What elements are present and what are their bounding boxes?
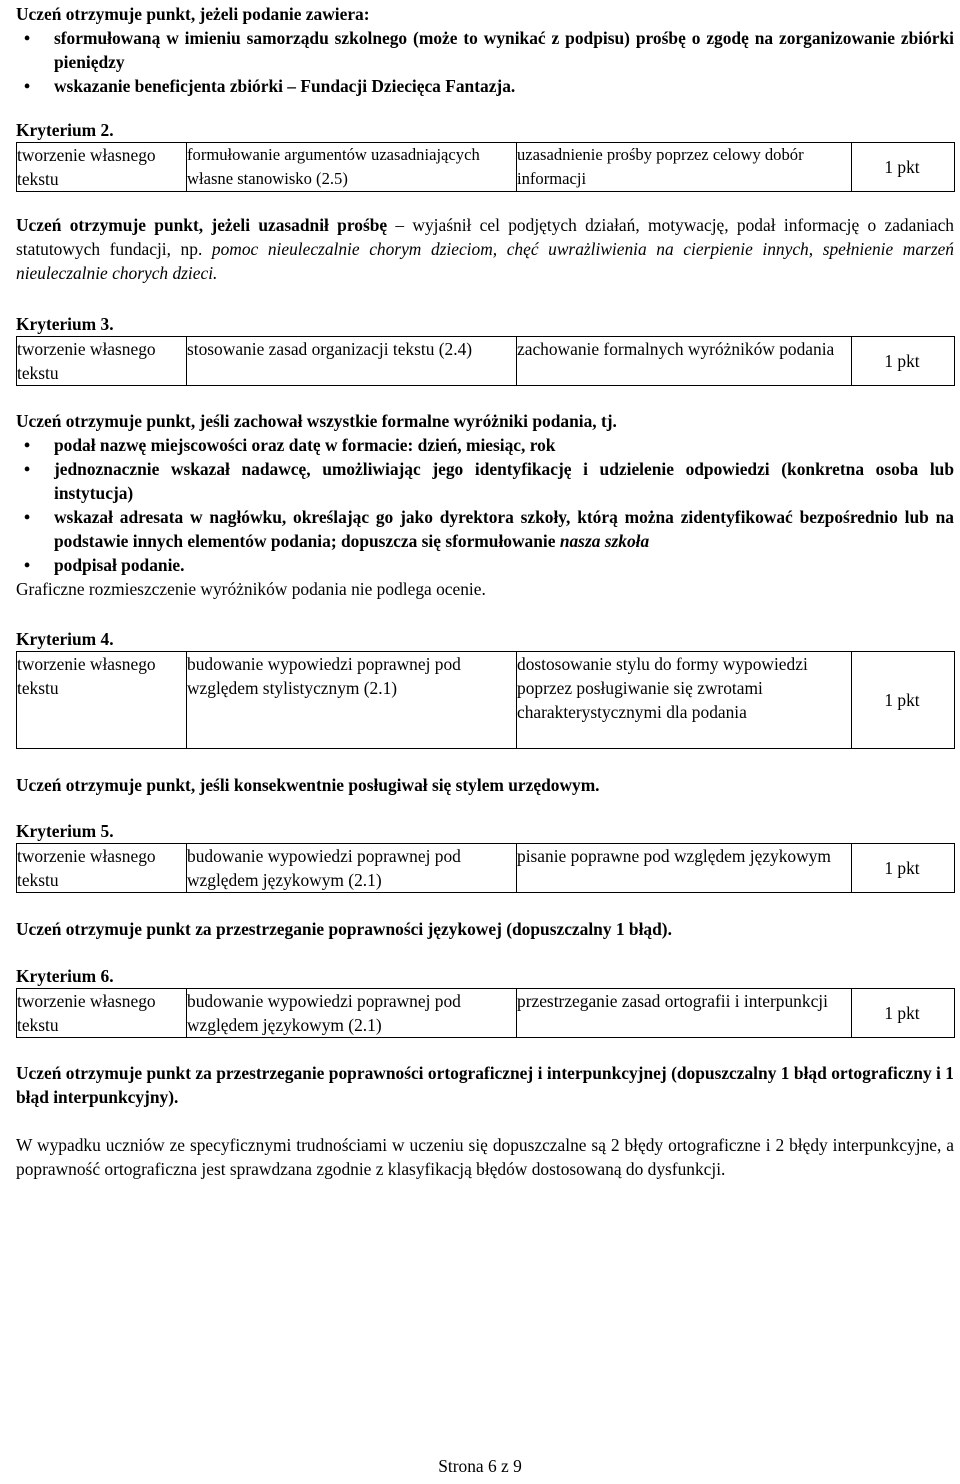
criterion-description: Uczeń otrzymuje punkt za przestrzeganie poprawności ortograficznej i interpunkcyjnej (dopuszczalny 1 błąd ortograficzny i 1 błąd interpunkcyjny).: [16, 1063, 954, 1107]
bullet-icon: •: [24, 555, 31, 575]
table-cell: zachowanie formalnych wyróżników podania: [517, 337, 852, 386]
criterion-title: Kryterium 3.: [16, 314, 114, 334]
intro-section: [16, 2, 954, 98]
bullet-icon: •: [24, 507, 31, 527]
bullet-icon: •: [24, 459, 31, 479]
table-cell: tworzenie własnego tekstu: [17, 652, 187, 749]
points-cell: 1 pkt: [852, 143, 955, 192]
criterion-table: [16, 843, 955, 893]
list-item: • sformułowaną w imieniu samorządu szkolnego (może to wynikać z podpisu) prośbę o zgodę na zorganizowanie zbiórki pieniędzy: [24, 28, 954, 72]
list-item: • podpisał podanie.: [24, 555, 185, 575]
criterion-table: [16, 336, 955, 386]
table-cell: budowanie wypowiedzi poprawnej pod względem językowym (2.1): [187, 989, 517, 1038]
bullet-icon: •: [24, 76, 31, 96]
intro-bullet-list: [16, 26, 954, 98]
table-cell: uzasadnienie prośby poprzez celowy dobór informacji: [517, 143, 852, 192]
criterion-table: [16, 142, 955, 192]
points-cell: 1 pkt: [852, 989, 955, 1038]
bullet-icon: •: [24, 28, 31, 48]
points-cell: 1 pkt: [852, 652, 955, 749]
list-item: • wskazał adresata w nagłówku, określając go jako dyrektora szkoły, którą można zidentyfikować bezpośrednio lub na podstawie innych elementów podania; dopuszcza się sformułowanie nasza szkoła: [24, 507, 954, 551]
table-cell: pisanie poprawne pod względem językowym: [517, 844, 852, 893]
criterion-4: [16, 627, 954, 797]
criterion-title: Kryterium 5.: [16, 821, 114, 841]
table-cell: budowanie wypowiedzi poprawnej pod względem językowym (2.1): [187, 844, 517, 893]
criterion-title: Kryterium 2.: [16, 120, 114, 140]
points-cell: 1 pkt: [852, 337, 955, 386]
page-footer: Strona 6 z 9: [438, 1456, 522, 1476]
closing-paragraph: W wypadku uczniów ze specyficznymi trudnościami w uczeniu się dopuszczalne są 2 błędy ortograficzne i 2 błędy interpunkcyjne, a poprawność ortograficzna jest sprawdzana zgodnie z klasyfikacją błędów dostosowaną do dysfunkcji.: [16, 1135, 954, 1179]
criterion-description: Uczeń otrzymuje punkt, jeżeli uzasadnił prośbę – wyjaśnił cel podjętych działań, motywację, podał informację o zadaniach statutowych fundacji, np. pomoc nieuleczalnie chorym dzieciom, chęć uwrażliwienia na cierpienie innych, spełnienie marzeń nieuleczalnie chorych dzieci.: [16, 215, 954, 283]
criterion-table: [16, 988, 955, 1038]
criterion-title: Kryterium 4.: [16, 629, 114, 649]
table-cell: tworzenie własnego tekstu: [17, 337, 187, 386]
table-cell: tworzenie własnego tekstu: [17, 844, 187, 893]
table-cell: budowanie wypowiedzi poprawnej pod względem stylistycznym (2.1): [187, 652, 517, 749]
bullet-icon: •: [24, 435, 31, 455]
intro-heading: Uczeń otrzymuje punkt, jeżeli podanie zawiera:: [16, 4, 370, 24]
criterion-table: [16, 651, 955, 749]
criterion-3: [16, 312, 954, 601]
table-cell: stosowanie zasad organizacji tekstu (2.4): [187, 337, 517, 386]
criterion-bullet-list: [16, 433, 954, 577]
criterion-title: Kryterium 6.: [16, 966, 114, 986]
table-cell: tworzenie własnego tekstu: [17, 143, 187, 192]
criterion-6: [16, 964, 954, 1109]
table-cell: dostosowanie stylu do formy wypowiedzi poprzez posługiwanie się zwrotami charakterystycznymi dla podania: [517, 652, 852, 749]
criterion-note: Graficzne rozmieszczenie wyróżników podania nie podlega ocenie.: [16, 579, 486, 599]
criterion-5: [16, 819, 954, 941]
list-item: • podał nazwę miejscowości oraz datę w formacie: dzień, miesiąc, rok: [24, 435, 556, 455]
table-cell: przestrzeganie zasad ortografii i interpunkcji: [517, 989, 852, 1038]
criterion-description: Uczeń otrzymuje punkt, jeśli zachował wszystkie formalne wyróżniki podania, tj.: [16, 411, 617, 431]
table-cell: formułowanie argumentów uzasadniających własne stanowisko (2.5): [187, 143, 517, 192]
criterion-2: [16, 118, 954, 285]
criterion-description: Uczeń otrzymuje punkt za przestrzeganie poprawności językowej (dopuszczalny 1 błąd).: [16, 919, 672, 939]
criterion-description: Uczeń otrzymuje punkt, jeśli konsekwentnie posługiwał się stylem urzędowym.: [16, 775, 600, 795]
points-cell: 1 pkt: [852, 844, 955, 893]
list-item: • wskazanie beneficjenta zbiórki – Fundacji Dziecięca Fantazja.: [24, 76, 516, 96]
list-item: • jednoznacznie wskazał nadawcę, umożliwiając jego identyfikację i udzielenie odpowiedzi (konkretna osoba lub instytucja): [24, 459, 954, 503]
table-cell: tworzenie własnego tekstu: [17, 989, 187, 1038]
